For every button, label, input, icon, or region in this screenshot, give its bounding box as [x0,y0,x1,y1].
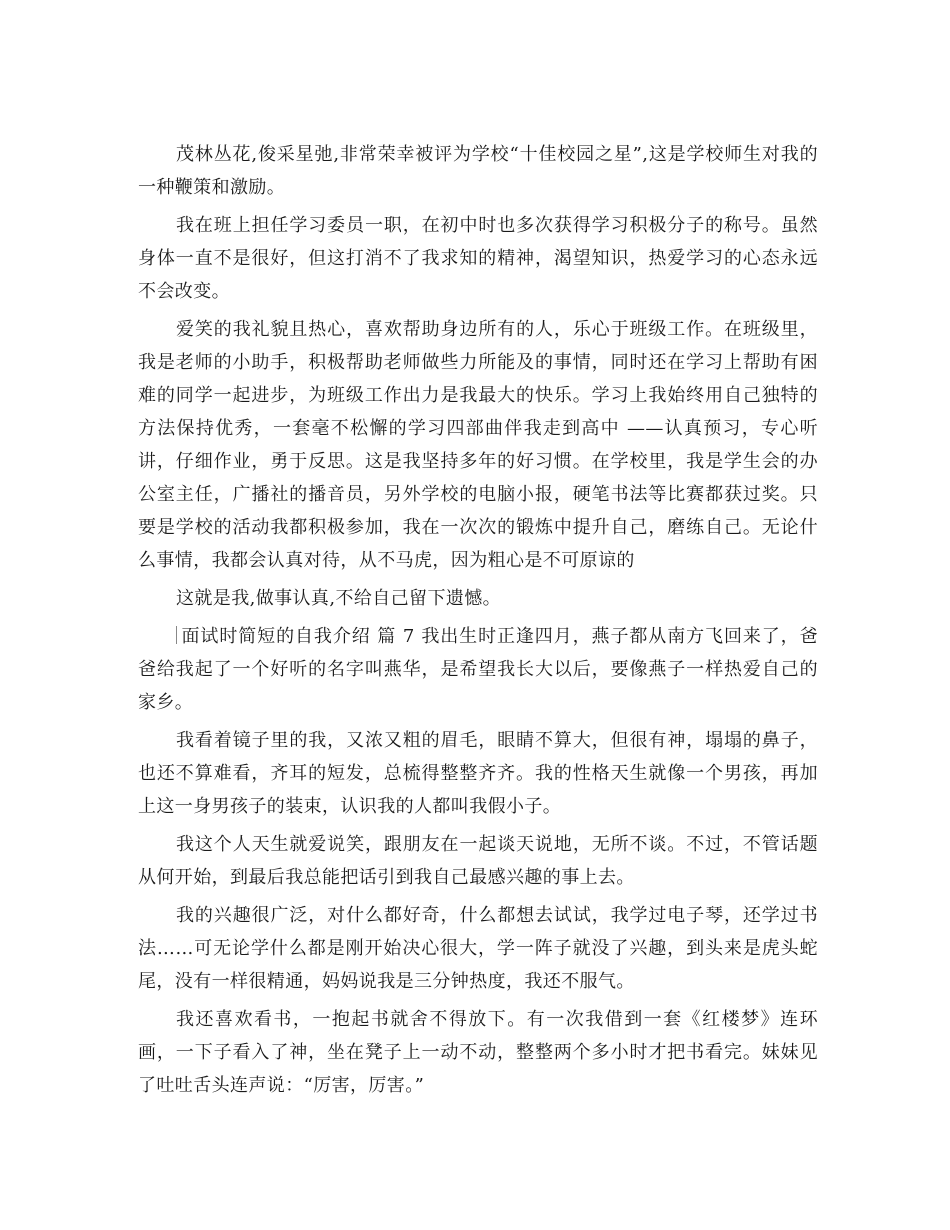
paragraph-9: 我还喜欢看书，一抱起书就舍不得放下。有一次我借到一套《红楼梦》连环画，一下子看入了神，坐在凳子上一动不动，整整两个多小时才把书看完。妹妹见了吐吐舌头连声说：“厉害，厉害。” [138,1009,818,1096]
paragraph-2: 我在班上担任学习委员一职，在初中时也多次获得学习积极分子的称号。虽然身体一直不是很好，但这打消不了我求知的精神，渴望知识，热爱学习的心态永远不会改变。 [138,215,818,302]
document-body [138,138,818,1107]
paragraph-5 [138,620,818,719]
paragraph-6: 我看着镜子里的我，又浓又粗的眉毛，眼睛不算大，但很有神，塌塌的鼻子，也还不算难看，齐耳的短发，总梳得整整齐齐。我的性格天生就像一个男孩，再加上这一身男孩子的装束，认识我的人都叫我假小子。 [138,730,818,817]
paragraph-5-text: 面试时简短的自我介绍 篇 7 我出生时正逢四月，燕子都从南方飞回来了，爸爸给我起了一个好听的名字叫燕华，是希望我长大以后，要像燕子一样热爱自己的家乡。 [138,626,818,713]
paragraph-1: 茂林丛花,俊采星弛,非常荣幸被评为学校“十佳校园之星”,这是学校师生对我的一种鞭策和激励。 [138,144,818,198]
paragraph-7: 我这个人天生就爱说笑，跟朋友在一起谈天说地，无所不谈。不过，不管话题从何开始，到最后我总能把话引到我自己最感兴趣的事上去。 [138,834,818,888]
paragraph-8: 我的兴趣很广泛，对什么都好奇，什么都想去试试，我学过电子琴，还学过书法……可无论学什么都是刚开始决心很大，学一阵子就没了兴趣，到头来是虎头蛇尾，没有一样很精通，妈妈说我是三分钟热度，我还不服气。 [138,905,818,992]
section-marker-icon [176,626,177,644]
paragraph-3: 爱笑的我礼貌且热心，喜欢帮助身边所有的人，乐心于班级工作。在班级里，我是老师的小助手，积极帮助老师做些力所能及的事情，同时还在学习上帮助有困难的同学一起进步，为班级工作出力是我最大的快乐。学习上我始终用自己独特的方法保持优秀，一套毫不松懈的学习四部曲伴我走到高中 ——认真预习，专心听讲，仔细作业，勇于反思。这是我坚持多年的好习惯。在学校里，我是学生会的办公室主任，广播社的播音员，另外学校的电脑小报，硬笔书法等比赛都获过奖。只要是学校的活动我都积极参加，我在一次次的锻炼中提升自己，磨练自己。无论什么事情，我都会认真对待，从不马虎，因为粗心是不可原谅的 [138,319,818,571]
paragraph-4: 这就是我,做事认真,不给自己留下遗憾。 [176,588,502,609]
